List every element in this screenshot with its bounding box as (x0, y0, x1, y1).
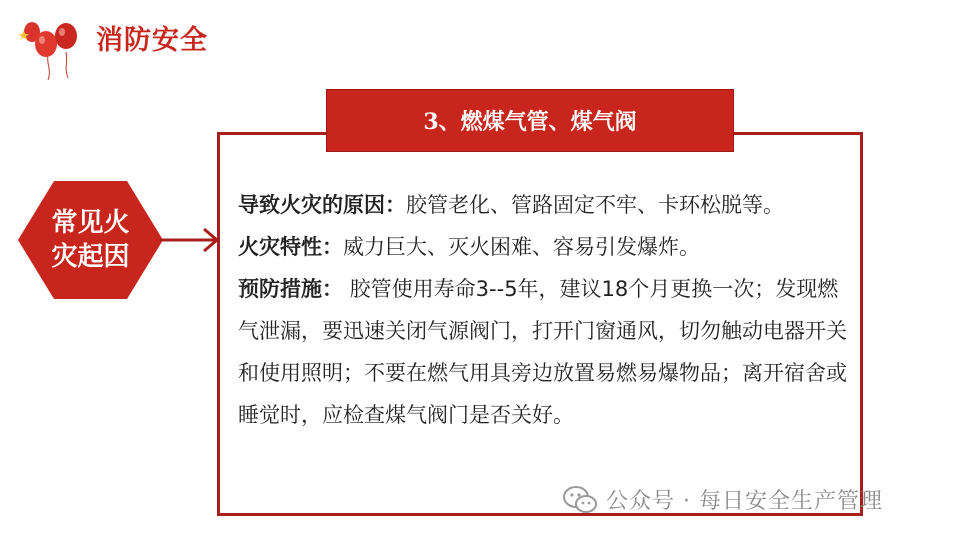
feature-paragraph (238, 226, 853, 268)
cause-text: 胶管老化、管路固定不牢、卡环松脱等。 (406, 193, 784, 217)
arrow-icon (160, 226, 222, 254)
feature-label: 火灾特性： (238, 235, 343, 259)
cause-label: 导致火灾的原因： (238, 193, 406, 217)
prevent-text: 胶管使用寿命3--5年，建议18个月更换一次；发现燃气泄漏，要迅速关闭气源阀门，打开门窗通风，切勿触动电器开关和使用照明；不要在燃气用具旁边放置易燃易爆物品；离开宿舍或睡觉时，应检查煤气阀门是否关好。 (238, 277, 847, 427)
prevent-label: 预防措施： (238, 277, 343, 301)
balloon-icon (18, 12, 88, 82)
page-title: 消防安全 (96, 25, 208, 56)
cause-paragraph (238, 184, 853, 226)
watermark-text: 公众号 · 每日安全生产管理 (606, 489, 883, 514)
watermark (562, 484, 883, 515)
content-body (238, 184, 853, 436)
hex-label-line-1: 常见火 (51, 208, 130, 238)
hex-label-line-2: 灾起因 (51, 242, 130, 272)
section-title: 3、燃煤气管、煤气阀 (326, 89, 734, 152)
feature-text: 威力巨大、灭火困难、容易引发爆炸。 (343, 235, 700, 259)
prevent-paragraph (238, 268, 853, 436)
wechat-icon (562, 485, 598, 515)
cause-category-label (18, 181, 163, 299)
